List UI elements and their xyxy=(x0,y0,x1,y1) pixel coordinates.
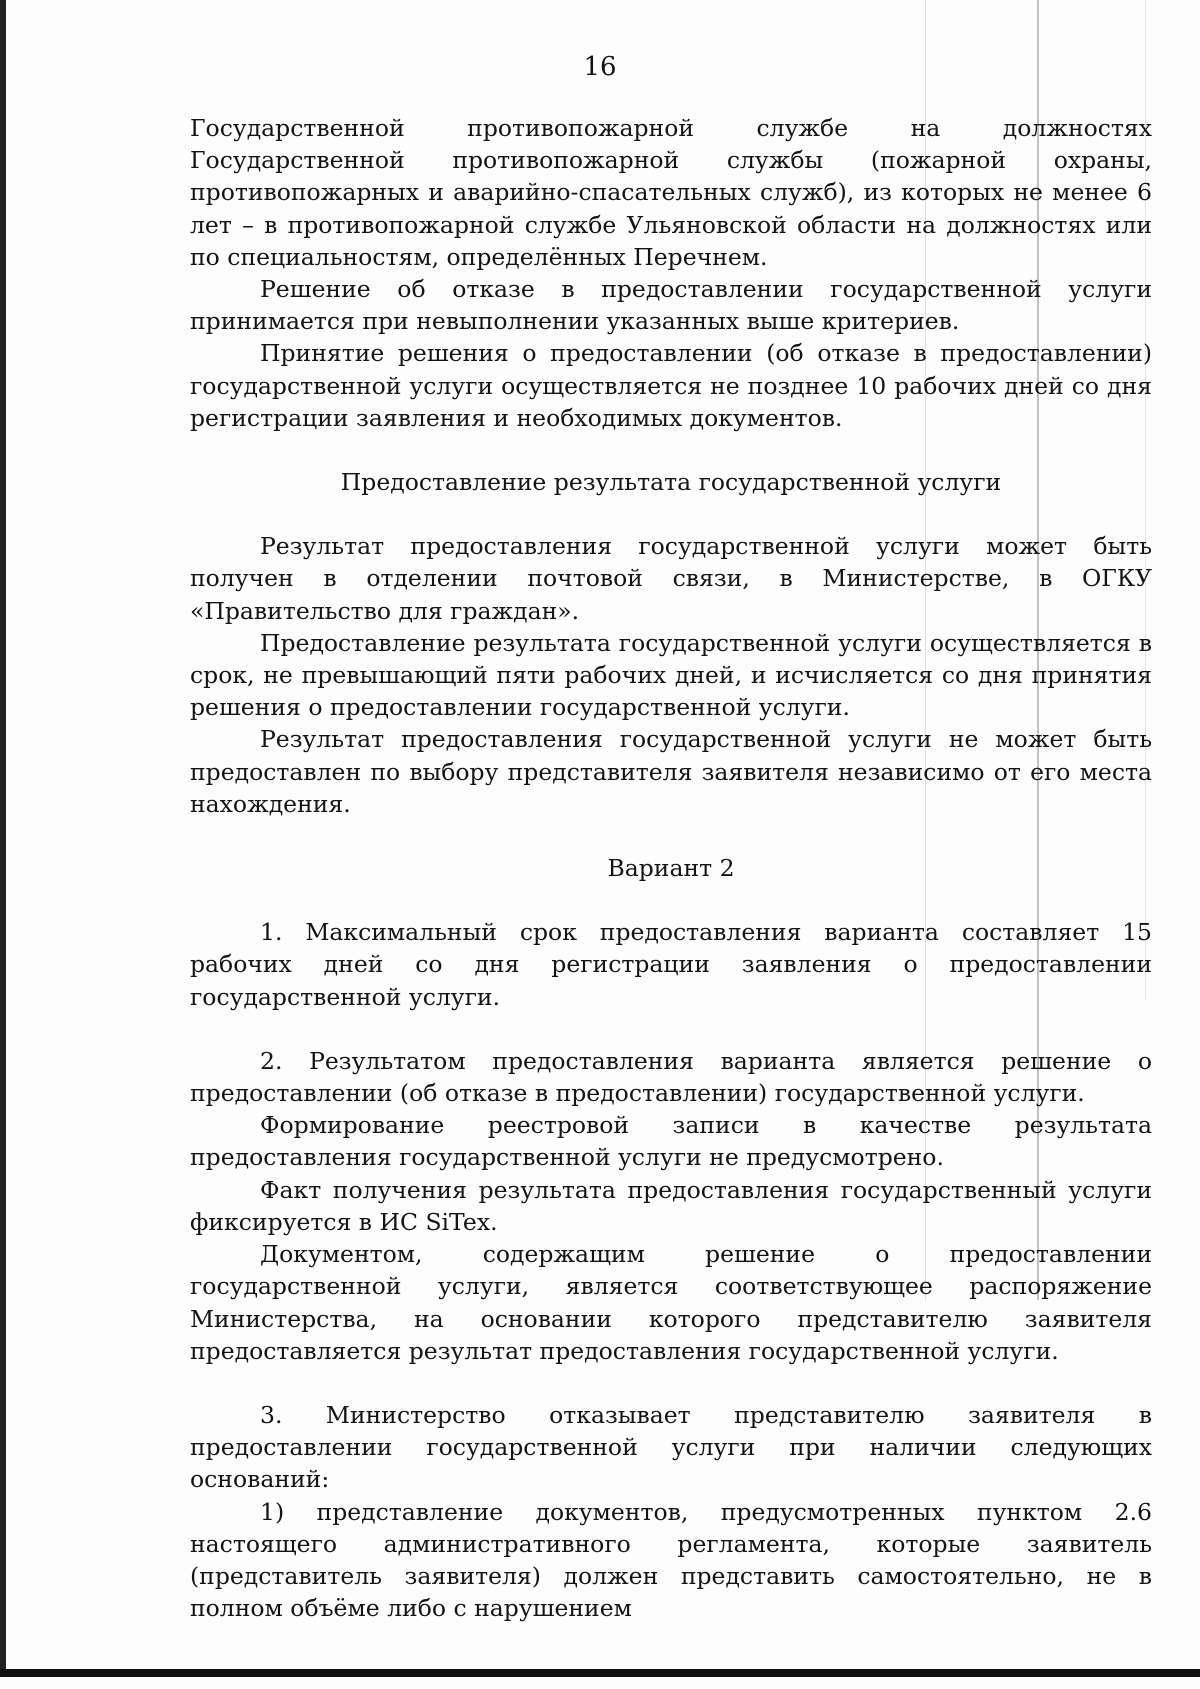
paragraph: 1) представление документов, предусмотренных пунктом 2.6 настоящего административного регламента, которые заявитель (представитель заявителя) должен представить самостоятельно, не в полном объёме либо с нарушением xyxy=(190,1497,1152,1623)
paragraph: Факт получения результата предоставления государственный услуги фиксируется в ИС SiTex. xyxy=(190,1175,1152,1236)
section-heading: Вариант 2 xyxy=(607,854,735,883)
paragraph: Решение об отказе в предоставлении государственной услуги принимается при невыполнении указанных выше критериев. xyxy=(190,275,1152,336)
paragraph: Государственной противопожарной службе на должностях Государственной противопожарной службы (пожарной охраны, противопожарных и аварийно-спасательных служб), из которых не менее 6 лет – в противопожарной службе Ульяновской области на должностях или по специальностям, определённых Перечнем. xyxy=(190,114,1152,271)
paragraph: 3. Министерство отказывает представителю заявителя в предоставлении государственной услуги при наличии следующих оснований: xyxy=(190,1400,1152,1494)
paragraph: 2. Результатом предоставления варианта является решение о предоставлении (об отказе в предоставлении) государственной услуги. xyxy=(190,1046,1152,1108)
paragraph: 1. Максимальный срок предоставления варианта составляет 15 рабочих дней со дня регистрации заявления о предоставлении государственной услуги. xyxy=(190,918,1152,1011)
document-body xyxy=(190,112,1152,1624)
paragraph: Результат предоставления государственной услуги может быть получен в отделении почтовой связи, в Министерстве, в ОГКУ «Правительство для граждан». xyxy=(190,532,1152,625)
paragraph: Документом, содержащим решение о предоставлении государственной услуги, является соответствующее распоряжение Министерства, на основании которого представителю заявителя предоставляется результат предоставления государственной услуги. xyxy=(190,1240,1152,1365)
paragraph: Формирование реестровой записи в качестве результата предоставления государственной услуги не предусмотрено. xyxy=(190,1111,1152,1172)
paragraph: Предоставление результата государственной услуги осуществляется в срок, не превышающий пяти рабочих дней, и исчисляется со дня принятия решения о предоставлении государственной услуги. xyxy=(190,628,1152,722)
section-heading: Предоставление результата государственной услуги xyxy=(340,468,1002,497)
scan-left-edge xyxy=(0,0,6,1677)
paragraph: Результат предоставления государственной услуги не может быть предоставлен по выбору представителя заявителя независимо от его места нахождения. xyxy=(190,725,1152,818)
page-number: 16 xyxy=(583,52,617,82)
paragraph: Принятие решения о предоставлении (об отказе в предоставлении) государственной услуги осуществляется не позднее 10 рабочих дней со дня регистрации заявления и необходимых документов. xyxy=(190,339,1152,432)
scan-bottom-edge xyxy=(0,1669,1200,1677)
